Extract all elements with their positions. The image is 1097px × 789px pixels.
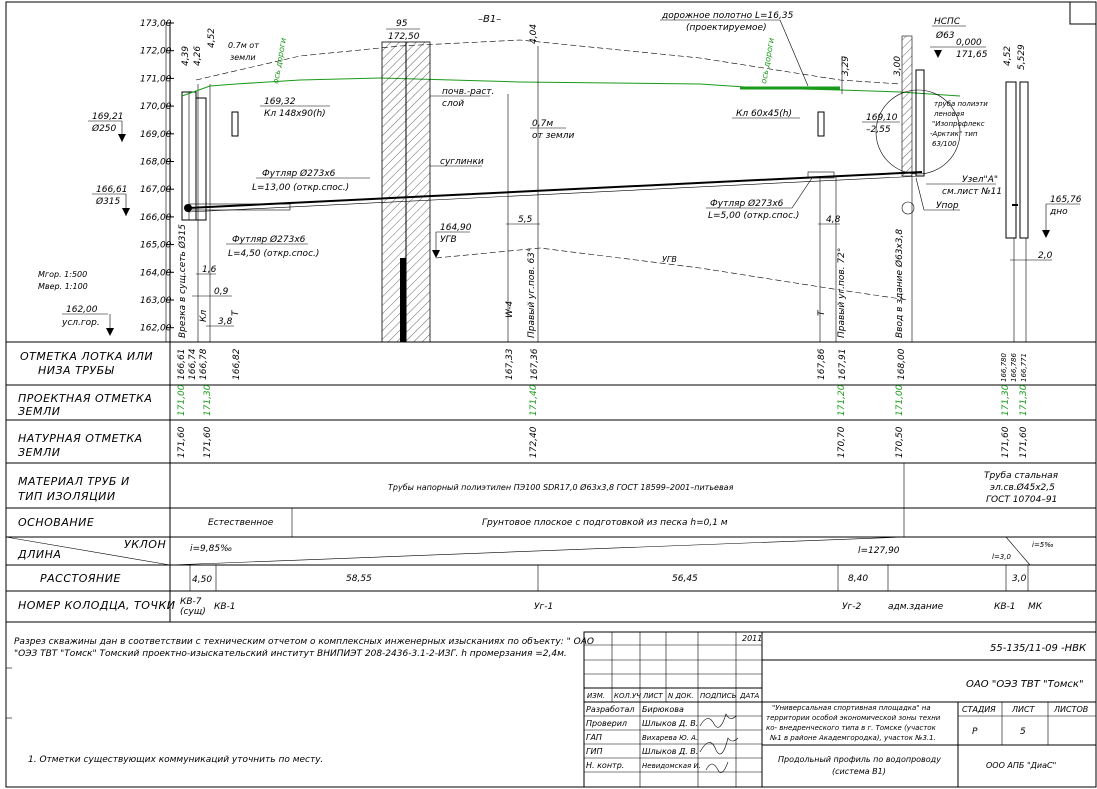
natural-4: 170,50	[895, 426, 905, 458]
design-ground-line	[182, 78, 960, 96]
project-2: ко- внедренческого типа в г. Томске (участок	[766, 724, 936, 732]
dim-5-5: 5,5	[518, 215, 533, 225]
row-natural-b: ЗЕМЛИ	[18, 446, 61, 459]
nsps-diam: Ø63	[936, 31, 955, 41]
material-right-3: ГОСТ 10704–91	[986, 495, 1058, 505]
invert-10: 166,786	[1010, 353, 1018, 382]
dim-3-00: 3,00	[893, 55, 903, 76]
distance-0: 4,50	[192, 575, 213, 585]
soil-layer-1a: почв.-раст.	[442, 87, 495, 97]
level-0000: 0,000	[956, 38, 982, 48]
distance-2: 56,45	[672, 574, 698, 584]
pipe-note-1: труба полиэти	[934, 100, 988, 108]
point-kv1-right: КВ-1	[994, 602, 1016, 612]
dim-4-39: 4,39	[181, 45, 191, 66]
invert-0: 166,61	[177, 348, 187, 380]
point-mk: МК	[1028, 602, 1043, 612]
col-list: ЛИСТ	[643, 692, 663, 700]
row-design-b: ЗЕМЛИ	[18, 405, 61, 418]
role-3: ГИП	[586, 747, 603, 756]
signature-2	[700, 738, 738, 754]
note-top-2: "ОЭЗ ТВТ "Томск" Томский проектно-изыскательский институт ВНИПИЭТ 208-2436-3.1-2-ИЗГ. h промерзания =2,4м.	[14, 649, 567, 659]
role-2: ГАП	[586, 733, 602, 742]
base-main: Грунтовое плоское с подготовкой из песка h=0,1 м	[482, 518, 728, 528]
elevation-tick-label: 167,00	[140, 185, 172, 196]
distance-1: 58,55	[346, 574, 372, 584]
row-invert-b: НИЗА ТРУБЫ	[38, 364, 115, 377]
name-0: Бирюкова	[642, 705, 684, 714]
soil-layer-2: суглинки	[440, 157, 484, 167]
kl-148: Кл 148х90(h)	[264, 109, 326, 119]
elevation-tick-label: 168,00	[140, 157, 172, 168]
stamp-year: 2011	[742, 634, 763, 643]
scale-vertical: Мвер. 1:100	[38, 282, 88, 291]
level-minus-255: –2,55	[866, 125, 891, 135]
note-top-1: Разрез скважины дан в соответствии с техническим отчетом о комплексных инженерных изысканиях по объекту: " ОАО	[14, 637, 594, 647]
invert-4: 167,33	[505, 348, 515, 380]
elevation-tick-label: 163,00	[140, 296, 172, 306]
invert-9: 166,780	[1000, 353, 1008, 382]
hdr-sheet: ЛИСТ	[1012, 705, 1035, 714]
well-right	[1006, 82, 1028, 342]
elevation-tick-label: 169,00	[140, 129, 172, 140]
row-base: ОСНОВАНИЕ	[18, 516, 95, 529]
pipe-note-2: леновая	[934, 110, 965, 118]
label-t2: Т	[817, 310, 827, 316]
col-izm: ИЗМ.	[587, 692, 605, 700]
design-0: 171,00	[177, 384, 187, 416]
col-koluch: КОЛ.УЧ	[614, 692, 642, 700]
pipe-note-4: -Арктик" тип	[930, 130, 978, 138]
invert-8: 168,00	[897, 348, 907, 380]
case2-label-b: L=4,50 (откр.спос.)	[228, 249, 320, 259]
slope-length: l=127,90	[858, 546, 900, 556]
dim-3-8: 3,8	[218, 317, 233, 327]
sheet-title-1: Продольный профиль по водопроводу	[778, 755, 941, 764]
role-0: Разработал	[586, 705, 635, 714]
project-1: территории особой экономической зоны техни	[766, 714, 941, 722]
stop-label: Упор	[936, 201, 959, 211]
hdr-sheets: ЛИСТОВ	[1054, 705, 1089, 714]
dim-3-29: 3,29	[841, 55, 851, 76]
role-1: Проверил	[586, 719, 628, 728]
row-slope: УКЛОН	[124, 538, 167, 551]
case3-label-a: Футляр Ø273х6	[710, 199, 784, 209]
point-ug1: Уг-1	[534, 602, 554, 612]
design-6: 171,30	[1019, 384, 1029, 416]
invert-3: 166,82	[232, 348, 242, 380]
pipe-note-3: "Изопрофлекс	[932, 120, 985, 128]
stamp-company: ОАО "ОЭЗ ТВТ "Томск"	[966, 679, 1084, 690]
stamp-sheet: 5	[1020, 727, 1026, 737]
natural-2: 172,40	[529, 426, 539, 458]
ugv-level: 164,90	[440, 223, 472, 233]
label-input: Ввод в здание Ø63х3,8	[895, 228, 905, 338]
slope-main: i=9,85‰	[190, 544, 233, 554]
row-labels	[17, 350, 176, 612]
slope-right-length: l=3,0	[992, 553, 1011, 561]
nsps-label: НСПС	[934, 17, 961, 27]
point-kv1: КВ-1	[214, 602, 236, 612]
diam-250: Ø250	[92, 124, 117, 134]
level-169-32: 169,32	[264, 97, 296, 107]
label-kl1: Кл	[199, 309, 209, 322]
level-166-61: 166,61	[96, 185, 128, 195]
stamp-columns	[587, 692, 760, 700]
row-material-b: ТИП ИЗОЛЯЦИИ	[18, 490, 116, 503]
ugv-label: УГВ	[440, 235, 457, 245]
elevation-tick-label: 170,00	[140, 102, 172, 113]
corner-box	[1070, 2, 1096, 24]
name-3: Шлыков Д. В.	[642, 747, 699, 756]
point-ug2: Уг-2	[842, 602, 862, 612]
borehole-number: 95	[396, 19, 408, 29]
material-main: Трубы напорный полиэтилен ПЭ100 SDR17,0 Ø63х3,8 ГОСТ 18599–2001–питьевая	[388, 483, 734, 492]
road-label-b: (проектируемое)	[686, 23, 767, 33]
hdr-stage: СТАДИЯ	[962, 705, 996, 714]
conditional-level-value: 162,00	[66, 305, 98, 315]
depth-0-7-b: земли	[230, 53, 256, 62]
row-natural-a: НАТУРНАЯ ОТМЕТКА	[18, 432, 143, 445]
level-16910: 169,10	[866, 113, 898, 123]
signature-3	[706, 762, 728, 773]
slope-right: i=5‰	[1032, 541, 1054, 549]
natural-3: 170,70	[837, 426, 847, 458]
case1-label-b: L=13,00 (откр.спос.)	[252, 183, 350, 193]
bottom-level: 165,76	[1050, 195, 1082, 205]
elevation-tick-label: 164,00	[140, 268, 172, 279]
stamp-stage: Р	[972, 727, 978, 737]
natural-ground-line	[196, 40, 900, 84]
invert-7: 167,91	[838, 348, 848, 380]
elevation-tick-label: 172,00	[140, 46, 172, 57]
elevation-scale	[140, 19, 174, 342]
road-label-a: дорожное полотно L=16,35	[662, 11, 794, 21]
node-a-sheet: см.лист №11	[942, 187, 1003, 197]
stamp-code: 55-135/11-09 -НВК	[990, 643, 1087, 654]
point-adm: адм.здание	[888, 602, 944, 612]
natural-5: 171,60	[1001, 426, 1011, 458]
invert-5: 167,36	[530, 348, 540, 380]
case3-label-b: L=5,00 (откр.спос.)	[708, 211, 800, 221]
name-4: Невидомская И.	[642, 762, 701, 770]
note-bottom: 1. Отметки существующих коммуникаций уточнить по месту.	[28, 755, 324, 765]
natural-1: 171,60	[203, 426, 213, 458]
dim-0-9: 0,9	[214, 287, 229, 297]
invert-6: 167,86	[817, 348, 827, 380]
soil-layer-1b: слой	[442, 99, 465, 109]
level-169-21: 169,21	[92, 112, 124, 122]
dim-2-0: 2,0	[1038, 251, 1053, 261]
road-axis-left: ось дороги	[271, 37, 289, 85]
ugv-line-label: УГВ	[662, 255, 677, 264]
col-date: ДАТА	[740, 692, 760, 700]
row-material-a: МАТЕРИАЛ ТРУБ И	[18, 475, 130, 488]
label-turn72: Правый уг.пов. 72°	[837, 247, 847, 338]
depth2-b: от земли	[532, 131, 575, 141]
elevation-tick-label: 166,00	[140, 212, 172, 223]
kl-60: Кл 60х45(h)	[736, 109, 792, 119]
diam-315: Ø315	[96, 197, 121, 207]
row-length: ДЛИНА	[18, 548, 62, 561]
distance-4: 3,0	[1012, 574, 1027, 584]
natural-ground-values	[177, 426, 1029, 458]
col-sign: ПОДПИСЬ	[700, 692, 737, 700]
invert-11: 166,771	[1020, 353, 1028, 382]
borehole	[382, 42, 430, 342]
section-title: –В1–	[478, 14, 502, 25]
point-kv7: КВ-7	[180, 597, 202, 607]
label-t1: Т	[231, 310, 241, 316]
row-invert-a: ОТМЕТКА ЛОТКА ИЛИ	[20, 350, 154, 363]
borehole-level: 172,50	[388, 32, 420, 42]
case1-label-a: Футляр Ø273х6	[262, 169, 336, 179]
row-design-a: ПРОЕКТНАЯ ОТМЕТКА	[18, 392, 153, 405]
depth2-a: 0,7м	[532, 119, 554, 129]
elevation-tick-label: 162,00	[140, 323, 172, 334]
dim-4-04: 4,04	[529, 23, 539, 44]
label-insert: Врезка в сущ.сеть Ø315	[178, 224, 188, 338]
conditional-level-label: усл.гор.	[62, 318, 100, 328]
row-points: НОМЕР КОЛОДЦА, ТОЧКИ	[18, 599, 176, 612]
natural-0: 171,60	[177, 426, 187, 458]
node-a: Узел"А"	[962, 175, 998, 185]
depth-0-7-a: 0.7м от	[228, 41, 259, 50]
pipe-note-5: 63/100	[932, 140, 957, 148]
material-right-2: эл.св.Ø45х2,5	[990, 483, 1055, 493]
design-1: 171,30	[203, 384, 213, 416]
data-table	[6, 342, 1096, 622]
role-4: Н. контр.	[586, 761, 625, 770]
level-17165: 171,65	[956, 50, 988, 60]
scale-horizontal: Мгор. 1:500	[38, 270, 88, 279]
material-right-1: Труба стальная	[984, 471, 1059, 481]
col-ndok: N ДОК.	[668, 692, 694, 700]
dim-4-26: 4,26	[193, 45, 203, 66]
road-axis-right: ось дороги	[759, 37, 777, 85]
name-2: Вихарева Ю. А.	[642, 734, 699, 742]
distance-3: 8,40	[848, 574, 869, 584]
dim-4-52: 4,52	[207, 27, 217, 48]
sheet-title-2: (система В1)	[832, 767, 886, 776]
design-3: 171,20	[837, 384, 847, 416]
design-ground-values	[177, 384, 1029, 416]
invert-2: 166,78	[199, 348, 209, 380]
name-1: Шлыков Д. В.	[642, 719, 699, 728]
design-5: 171,30	[1001, 384, 1011, 416]
project-0: "Универсальная спортивная площадка" на	[772, 704, 931, 712]
invert-1: 166,74	[188, 348, 198, 380]
label-turn63: Правый уг.пов. 63°	[527, 247, 537, 338]
project-3: №1 в районе Академгородка), участок №3.1.	[770, 734, 936, 742]
stamp-project	[766, 704, 941, 742]
base-left: Естественное	[208, 518, 274, 528]
bottom-label: дно	[1050, 207, 1068, 217]
dim-4-8: 4,8	[826, 215, 841, 225]
case2-label-a: Футляр Ø273х6	[232, 235, 306, 245]
dim-1-6: 1,6	[202, 265, 217, 275]
dim-5-529: 5,529	[1017, 44, 1027, 70]
elevation-tick-label: 171,00	[140, 74, 172, 85]
design-4: 171,00	[895, 384, 905, 416]
natural-6: 171,60	[1019, 426, 1029, 458]
stamp-roles	[586, 705, 701, 770]
elevation-tick-label: 165,00	[140, 240, 172, 251]
dim-4-52b: 4,52	[1003, 45, 1013, 66]
design-2: 171,40	[529, 384, 539, 416]
stamp-org: ООО АПБ "ДиаС"	[986, 761, 1057, 770]
invert-values	[177, 348, 1028, 382]
elevation-tick-label: 173,00	[140, 19, 172, 29]
row-distance: РАССТОЯНИЕ	[40, 572, 121, 585]
point-kv7-sub: (сущ)	[180, 607, 206, 617]
label-w4: W-4	[505, 300, 515, 318]
